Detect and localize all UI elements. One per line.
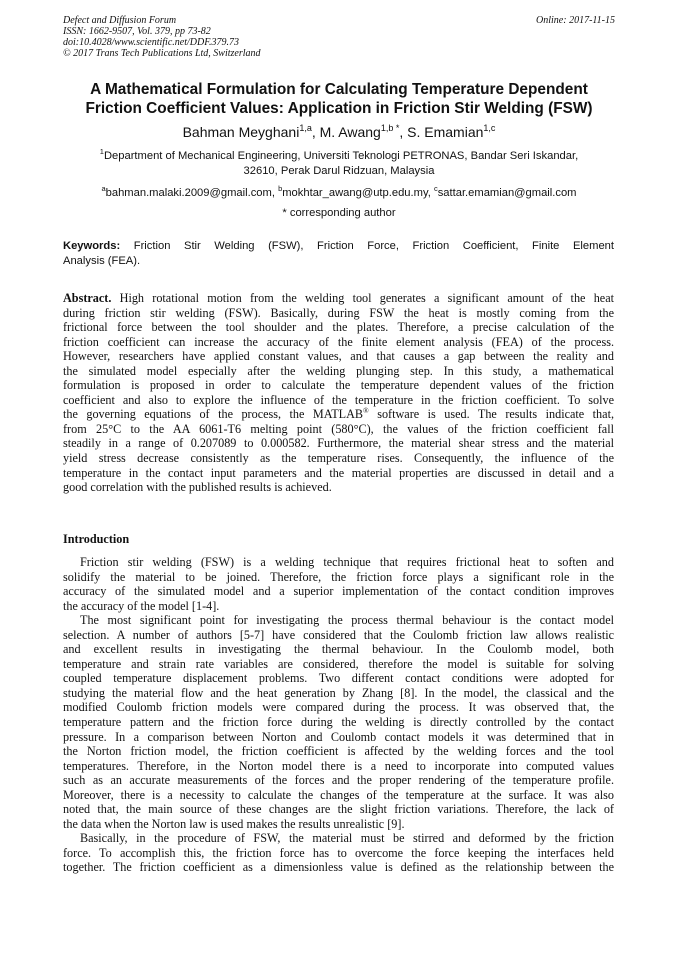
intro-line: pressure. In a comparison between Norton and Coulomb contact models it was determined that in <box>63 729 614 744</box>
affiliation-sup: 1 <box>99 147 104 156</box>
doi-line[interactable]: doi:10.4028/www.scientific.net/DDF.379.73 <box>63 37 240 48</box>
intro-line: solidify the material to be joined. Therefore, the friction force plays a significant role in the <box>63 569 614 584</box>
abstract-line: friction coefficient can increase the accuracy of the finite element analysis (FEA) of the process. <box>63 334 614 349</box>
keywords-line-2: Analysis (FEA). <box>63 255 141 267</box>
email-list <box>40 186 638 201</box>
abstract-line: steadily in a range of 0.207089 to 0.000582. Furthermore, the material shear stress and the material <box>63 436 614 451</box>
intro-line: temperature and strain rate variables are considered, therefore the model is suitable for solving <box>63 656 614 671</box>
author-1-affil: 1,a <box>299 123 312 133</box>
affiliation-line-1: Department of Mechanical Engineering, Universiti Teknologi PETRONAS, Bandar Seri Iskandar, <box>103 150 579 162</box>
abstract-line: However, researchers have applied constant values, and that causes a gap between the reality and <box>63 349 614 364</box>
intro-line: Friction stir welding (FSW) is a welding technique that requires frictional heat to soften and <box>80 555 614 569</box>
title-line-2: Friction Coefficient Values: Application in Friction Stir Welding (FSW) <box>85 100 593 117</box>
affiliation <box>40 149 638 179</box>
author-separator: , <box>311 124 320 140</box>
abstract-line: the simulated model especially after the welding plunging step. In this study, a mathematical <box>63 363 614 378</box>
introduction-body <box>63 555 614 875</box>
intro-line: the Norton friction model, the friction coefficient is affected by the welding forces and the tool <box>63 744 614 759</box>
author-3-affil: 1,c <box>483 123 496 133</box>
intro-line: such as an accurate measurements of the forces and the proper rendering of the temperature profile. <box>63 773 614 788</box>
abstract-section <box>63 291 614 495</box>
abstract-line: the governing equations of the process, the MATLAB <box>63 407 364 422</box>
intro-line: the accuracy of the model [1-4]. <box>63 598 220 613</box>
intro-line: coupled temperature displacement problems. Two different contact conditions were adopted for <box>63 671 614 686</box>
abstract-line-tail: software is used. The results indicate that, <box>368 407 614 422</box>
registered-mark: ® <box>363 406 369 416</box>
intro-line: Basically, in the procedure of FSW, the material must be stirred and deformed by the friction <box>80 831 614 846</box>
email-c-sup: c <box>433 184 438 193</box>
abstract-line: temperature in the contact input parameters and the material properties are discussed in detail and a <box>63 465 614 480</box>
intro-line: noted that, the main source of these changes are the slight friction variations. Therefore, the lack of <box>63 802 614 817</box>
abstract-line: frictional force between the tool shoulder and the plates. Therefore, a precise calculation of the <box>63 320 614 335</box>
journal-name: Defect and Diffusion Forum <box>63 15 177 26</box>
journal-header <box>63 15 261 59</box>
intro-line: temperatures. Therefore, in the Norton model there is a need to incorporate into computed values <box>63 758 614 773</box>
author-3: S. Emamian <box>407 124 484 140</box>
author-list <box>40 123 638 141</box>
affiliation-line-2: 32610, Perak Darul Ridzuan, Malaysia <box>243 165 435 177</box>
keywords-line-1: Friction Stir Welding (FSW), Friction Force, Friction Coefficient, Finite Element <box>120 240 614 252</box>
author-separator: , <box>399 124 408 140</box>
intro-line: modified Coulomb friction models were compared during the process. It was observed that, the <box>63 700 614 715</box>
intro-line: the data when the Norton law is used makes the results unrealistic [9]. <box>63 816 405 831</box>
abstract-line: High rotational motion from the welding tool generates a significant amount of the heat <box>111 291 614 305</box>
paper-title <box>40 80 638 118</box>
email-a-sup: a <box>101 184 106 193</box>
abstract-line: from 25°C to the AA 6061-T6 melting point (580°C), the values of the friction coefficient fall <box>63 421 614 436</box>
author-2-affil: 1,b * <box>380 123 400 133</box>
email-b-sup: b <box>278 184 283 193</box>
abstract-line: during friction stir welding (FSW). Basically, during FSW the heat is mostly coming from the <box>63 305 614 320</box>
introduction-heading: Introduction <box>63 532 130 546</box>
intro-line: Moreover, there is a necessity to calculate the changes of the temperature at the surface. It was also <box>63 787 614 802</box>
online-date: Online: 2017-11-15 <box>536 15 615 26</box>
copyright-line: © 2017 Trans Tech Publications Ltd, Switzerland <box>63 48 261 59</box>
abstract-label: Abstract. <box>63 291 112 305</box>
issn-line: ISSN: 1662-9507, Vol. 379, pp 73-82 <box>63 26 211 37</box>
abstract-line: yield stress decrease consistently as the temperature rises. Consequently, the influence of the <box>63 451 614 466</box>
author-2: M. Awang <box>319 124 381 140</box>
abstract-line: formulation is proposed in order to calculate the temperature dependent values of the friction <box>63 378 614 393</box>
intro-line: force. To accomplish this, the friction force has to overcome the force keeping the interfaces held <box>63 845 614 860</box>
intro-line: temperature pattern and the friction force during the welding is directly controlled by the contact <box>63 715 614 730</box>
title-line-1: A Mathematical Formulation for Calculating Temperature Dependent <box>90 81 588 98</box>
intro-line: accuracy of the simulated model and a superior implementation of the contact condition improves <box>63 584 614 599</box>
intro-line: and excellent results in investigating the thermal behaviour. In the Coulomb model, both <box>63 642 614 657</box>
intro-line: The most significant point for investigating the process thermal behaviour is the contact model <box>80 613 614 628</box>
intro-line: studying the material flow and the heat generation by Zhang [8]. In the model, the classical and the <box>63 685 614 700</box>
corresponding-author-note: * corresponding author <box>282 207 396 219</box>
keywords-label: Keywords: <box>63 240 121 252</box>
intro-line: selection. A number of authors [5-7] have considered that the Coulomb friction law allows realistic <box>63 627 614 642</box>
email-c[interactable]: sattar.emamian@gmail.com <box>437 187 577 199</box>
abstract-line: coefficient and also to explore the influence of the temperature in the friction coefficient. To solve <box>63 392 614 407</box>
email-b[interactable]: mokhtar_awang@utp.edu.my, <box>282 187 434 199</box>
intro-line: together. The friction coefficient as a dimensionless value is defined as the relationship between the <box>63 860 614 875</box>
abstract-line: good correlation with the published results is achieved. <box>63 480 332 495</box>
email-a[interactable]: bahman.malaki.2009@gmail.com, <box>105 187 279 199</box>
author-1: Bahman Meyghani <box>182 124 300 140</box>
keywords-section <box>63 239 614 269</box>
